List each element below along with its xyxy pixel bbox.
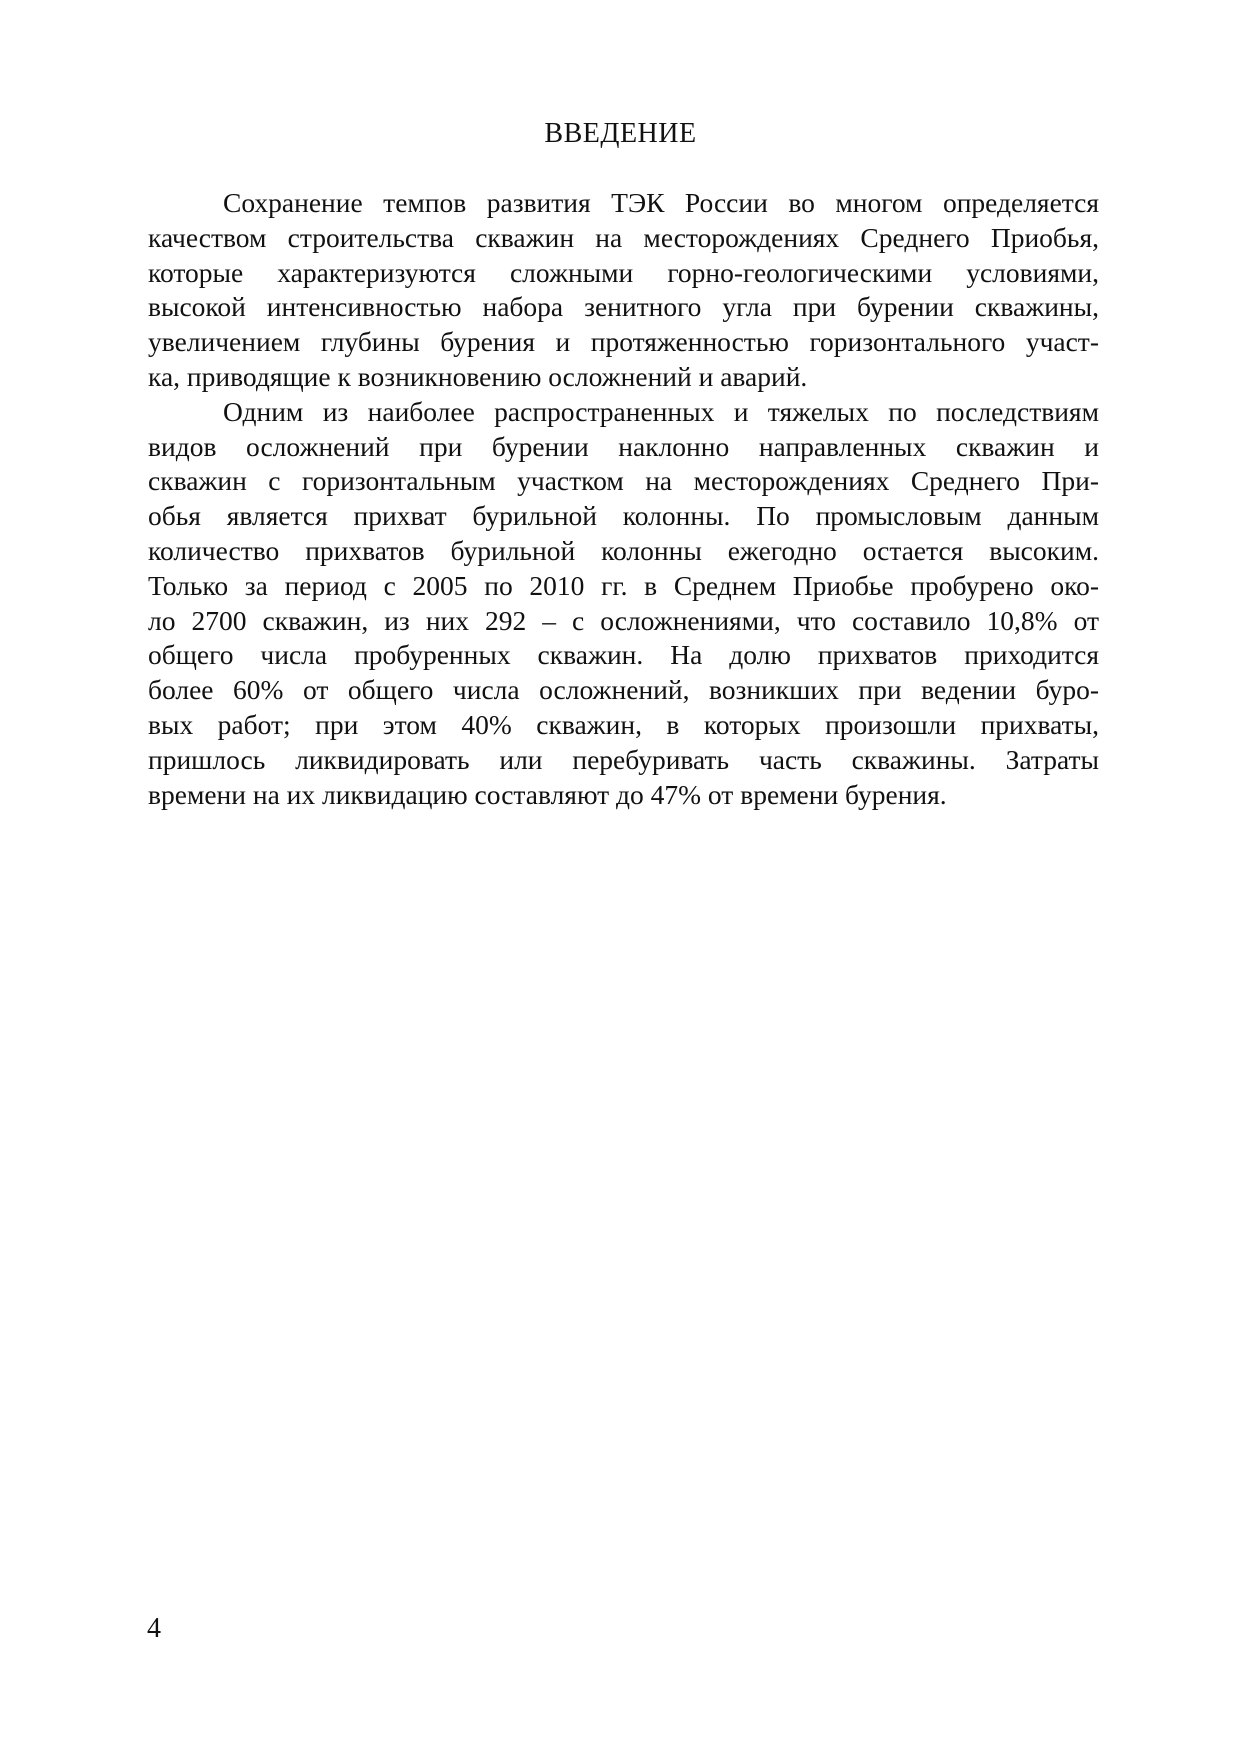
text-line: которые характеризуются сложными горно-геологическими условиями,: [148, 256, 1099, 288]
text-line: количество прихватов бурильной колонны ежегодно остается высоким.: [148, 534, 1099, 566]
text-line: времени на их ликвидацию составляют до 47% от времени бурения.: [148, 778, 947, 810]
body-text: [148, 186, 1099, 812]
page-title: ВВЕДЕНИЕ: [544, 118, 697, 149]
text-line: качеством строительства скважин на месторождениях Среднего Приобья,: [148, 221, 1099, 253]
text-line: Сохранение темпов развития ТЭК России во многом определяется: [223, 187, 1099, 218]
text-line: ка, приводящие к возникновению осложнений и аварий.: [148, 360, 808, 392]
paragraph-2: [148, 395, 1099, 813]
text-line: Только за период с 2005 по 2010 гг. в Среднем Приобье пробурено око-: [148, 569, 1099, 601]
text-line: вых работ; при этом 40% скважин, в которых произошли прихваты,: [148, 708, 1099, 740]
paragraph-1: [148, 186, 1099, 395]
text-line: обья является прихват бурильной колонны. По промысловым данным: [148, 500, 1099, 532]
text-line: скважин с горизонтальным участком на месторождениях Среднего При-: [148, 465, 1099, 497]
text-line: более 60% от общего числа осложнений, возникших при ведении буро-: [148, 674, 1099, 706]
text-line: видов осложнений при бурении наклонно направленных скважин и: [148, 430, 1099, 462]
text-line: Одним из наиболее распространенных и тяжелых по последствиям: [223, 395, 1099, 427]
text-line: высокой интенсивностью набора зенитного угла при бурении скважины,: [148, 291, 1099, 323]
text-line: пришлось ликвидировать или перебуривать часть скважины. Затраты: [148, 743, 1099, 775]
page-number: 4: [147, 1613, 161, 1644]
text-line: увеличением глубины бурения и протяженностью горизонтального участ-: [148, 326, 1099, 358]
text-line: ло 2700 скважин, из них 292 – с осложнениями, что составило 10,8% от: [148, 604, 1099, 636]
text-line: общего числа пробуренных скважин. На долю прихватов приходится: [148, 639, 1099, 671]
